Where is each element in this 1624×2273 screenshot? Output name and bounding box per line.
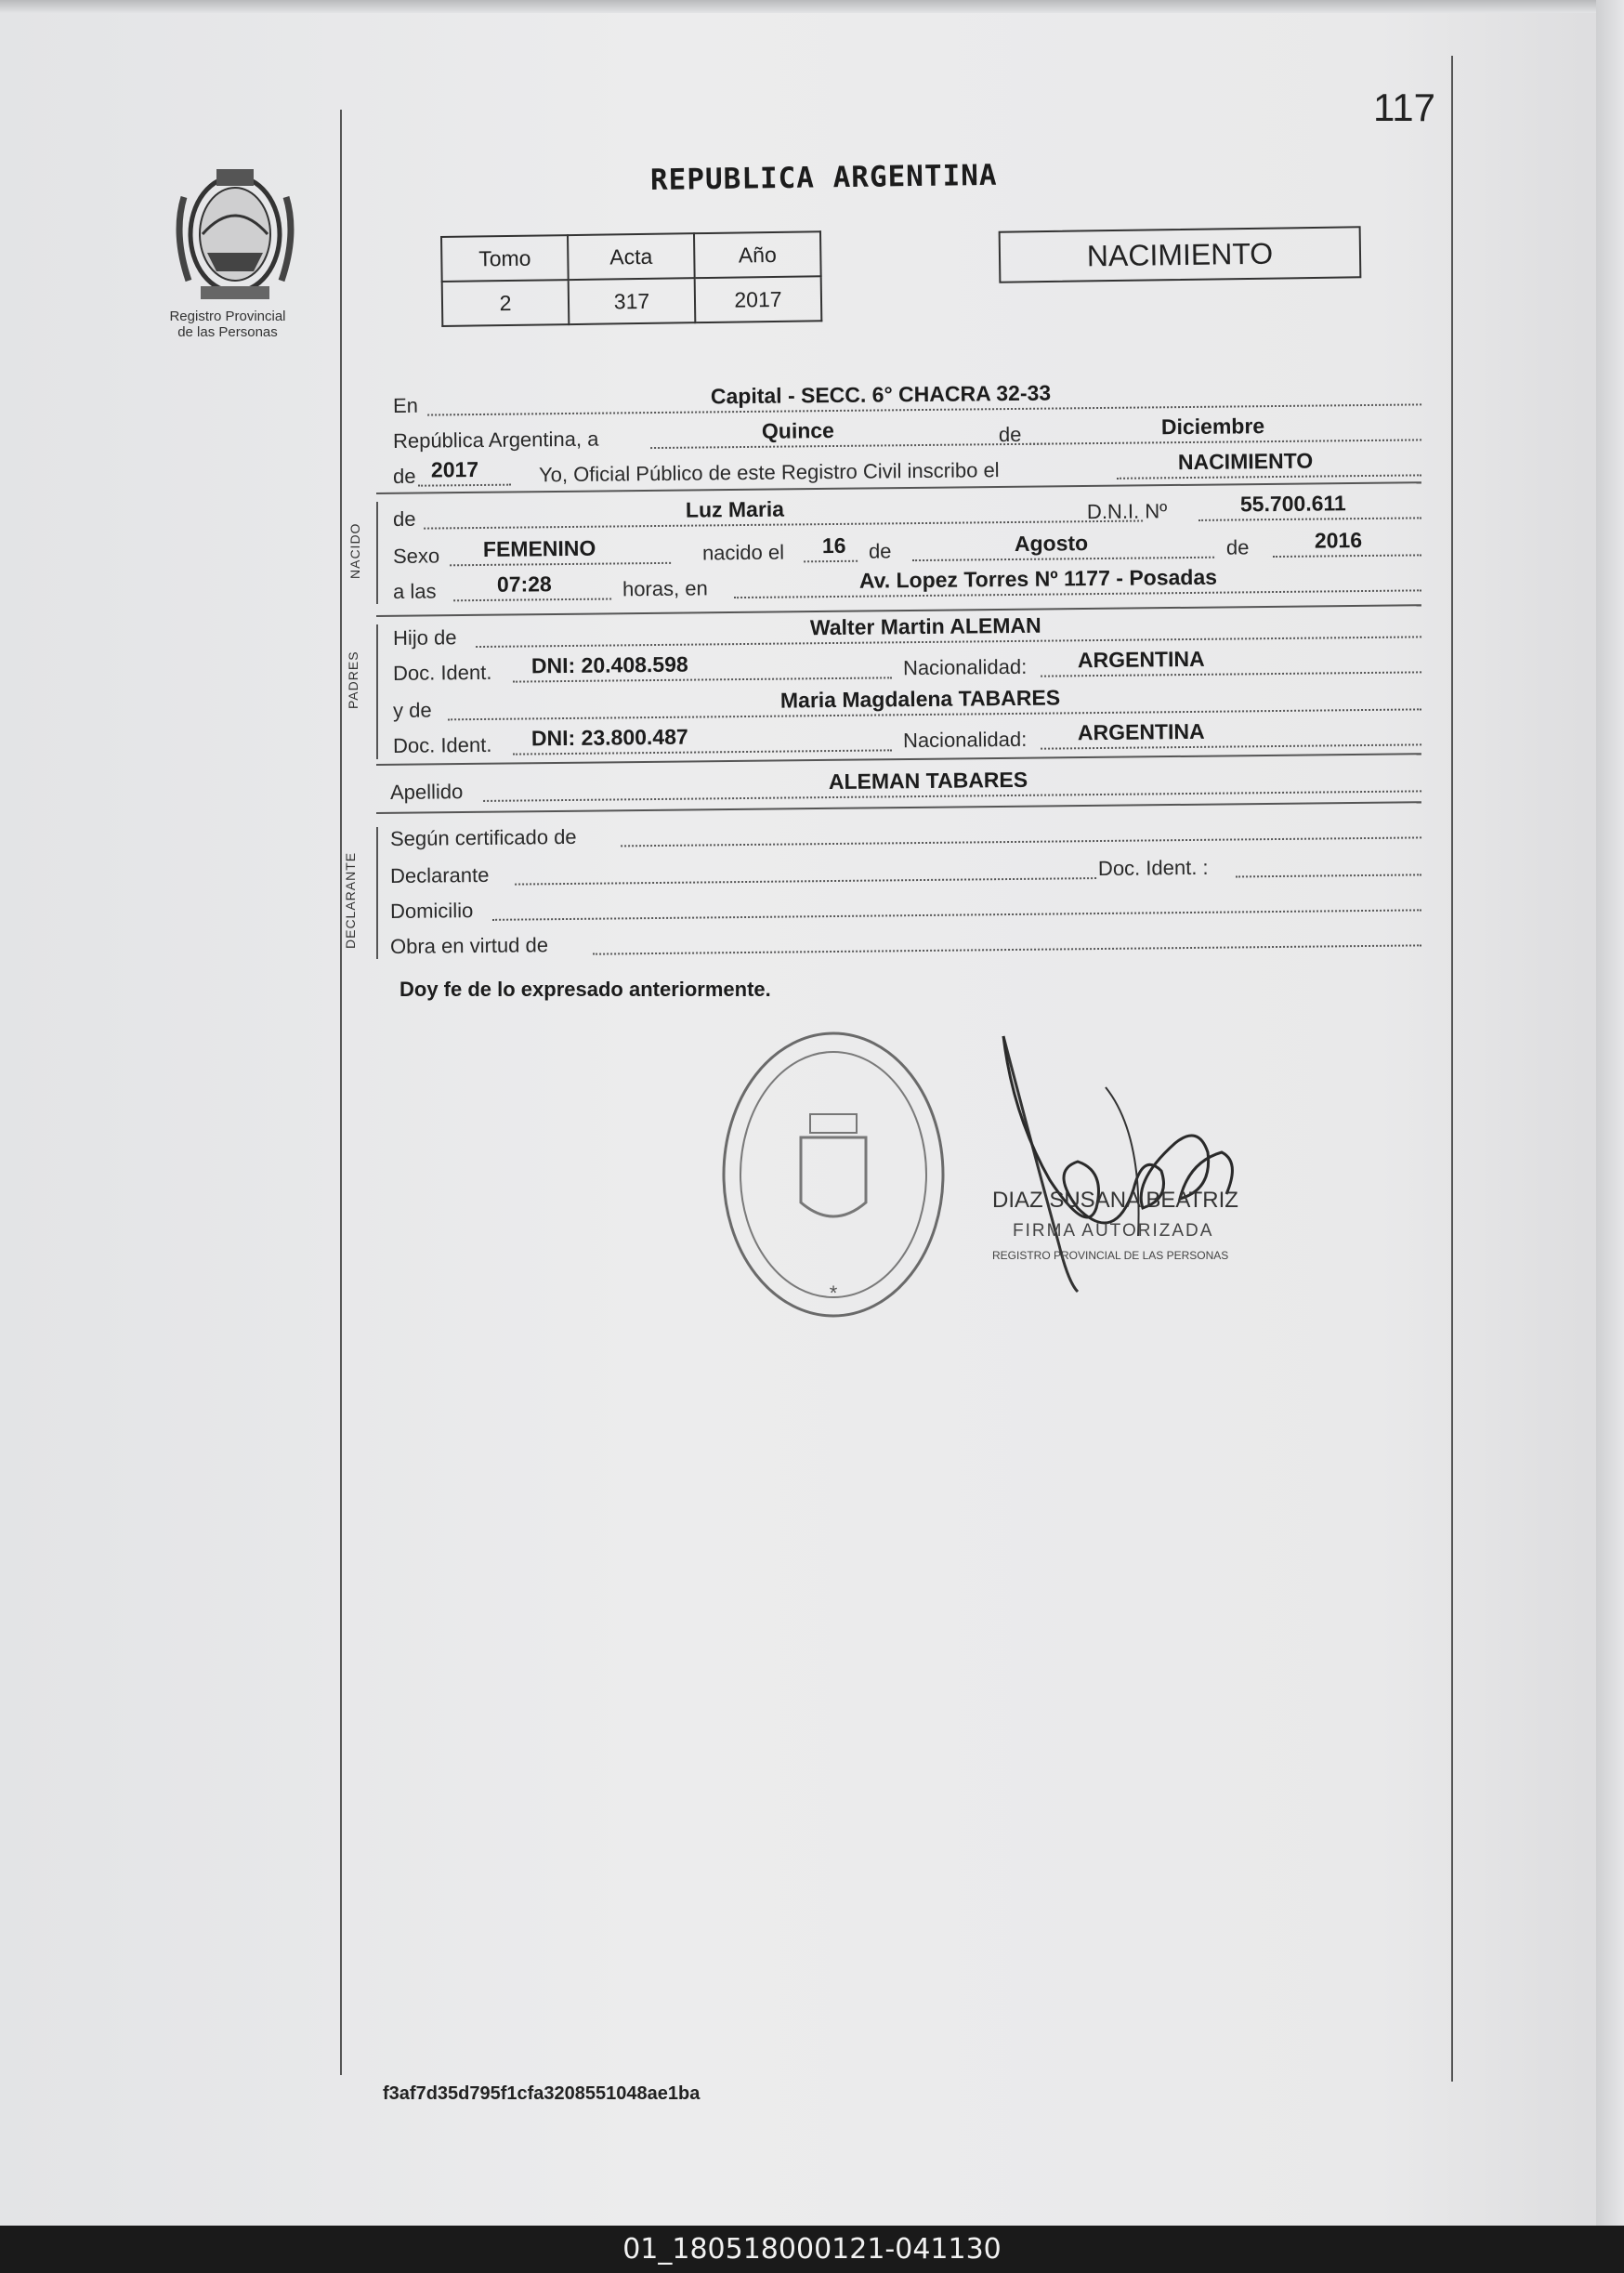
register-table <box>440 230 822 327</box>
svg-text:*: * <box>829 1281 838 1305</box>
apellido-value: ALEMAN TABARES <box>828 767 1028 795</box>
dni-label: D.N.I. Nº <box>1086 499 1168 524</box>
left-margin-line <box>340 110 342 2075</box>
birth-place: Av. Lopez Torres Nº 1177 - Posadas <box>858 564 1218 593</box>
hijo-label: Hijo de <box>392 625 457 650</box>
inscribo-dots <box>1117 474 1421 479</box>
month-dots <box>1029 439 1421 444</box>
coat-of-arms-icon <box>165 160 305 309</box>
tomo-value: 2 <box>442 280 570 326</box>
registry-label <box>149 309 307 340</box>
republica-label: República Argentina, a <box>392 427 599 453</box>
declarante-label: Declarante <box>389 862 490 887</box>
doc-type-box: NACIMIENTO <box>999 226 1362 282</box>
declarante-doc-dots <box>1236 874 1421 877</box>
horas-label: horas, en <box>622 576 708 601</box>
nacido-el-label: nacido el <box>701 540 785 565</box>
anio-header: Año <box>694 231 821 278</box>
birth-time: 07:28 <box>496 572 552 597</box>
dni-value: 55.700.611 <box>1239 491 1346 517</box>
declarante-doc-label: Doc. Ident. : <box>1097 855 1209 881</box>
alas-label: a las <box>392 579 437 603</box>
declarante-side-label: DECLARANTE <box>343 851 358 949</box>
day-dots <box>650 443 1050 450</box>
father-doc: DNI: 20.408.598 <box>530 651 688 678</box>
page-number: 117 <box>1373 85 1435 129</box>
anio-value: 2017 <box>695 276 822 322</box>
mother-doc: DNI: 23.800.487 <box>530 724 688 751</box>
year-value: 2017 <box>430 457 479 482</box>
document-title: REPUBLICA ARGENTINA <box>649 158 998 197</box>
de-label-2: de <box>868 539 892 563</box>
nacido-de-label: de <box>392 506 416 531</box>
birth-day: 16 <box>821 532 846 558</box>
acta-header: Acta <box>568 233 695 280</box>
declarante-bracket <box>376 827 378 959</box>
child-name: Luz Maria <box>685 496 785 522</box>
father-nationality: ARGENTINA <box>1077 646 1205 673</box>
sexo-label: Sexo <box>392 544 440 568</box>
time-dots <box>453 598 611 602</box>
tomo-header: Tomo <box>441 235 569 282</box>
padres-bracket <box>376 624 378 759</box>
signer-registry: REGISTRO PROVINCIAL DE LAS PERSONAS <box>992 1249 1229 1262</box>
en-label: En <box>392 393 419 417</box>
document-hash: f3af7d35d795f1cfa3208551048ae1ba <box>383 2083 701 2104</box>
acta-value: 317 <box>569 278 696 324</box>
certificado-label: Según certificado de <box>389 824 577 850</box>
birth-year-dots <box>1273 554 1421 558</box>
sexo-value: FEMENINO <box>482 535 596 561</box>
day-value: Quince <box>761 417 835 443</box>
sexo-dots <box>450 562 671 566</box>
register-value-row <box>442 276 822 326</box>
mother-doc-label: Doc. Ident. <box>392 732 492 757</box>
birth-year: 2016 <box>1314 528 1363 553</box>
closing-statement: Doy fe de lo expresado anteriormente. <box>399 978 771 1001</box>
mother-nat-label: Nacionalidad: <box>902 727 1028 753</box>
month-value: Diciembre <box>1160 414 1265 440</box>
inscribo-value: NACIMIENTO <box>1177 448 1314 475</box>
nacido-bracket <box>376 502 378 604</box>
mother-nationality: ARGENTINA <box>1077 718 1205 745</box>
domicilio-label: Domicilio <box>389 899 474 923</box>
birth-month: Agosto <box>1014 531 1089 556</box>
en-value: Capital - SECC. 6° CHACRA 32-33 <box>710 380 1052 409</box>
apellido-label: Apellido <box>389 780 464 804</box>
nacido-side-label: NACIDO <box>347 522 362 579</box>
obra-label: Obra en virtud de <box>389 933 549 958</box>
signer-role: FIRMA AUTORIZADA <box>1013 1221 1214 1241</box>
dni-dots <box>1198 517 1421 521</box>
year-dots <box>418 484 511 487</box>
father-name: Walter Martin ALEMAN <box>809 612 1041 640</box>
footer-filename: 01_180518000121-041130 <box>0 2226 1624 2273</box>
yde-label: y de <box>392 698 432 722</box>
day-dots-2 <box>804 560 858 563</box>
father-nat-label: Nacionalidad: <box>902 654 1028 680</box>
birth-month-dots <box>912 557 1214 561</box>
de2-label: de <box>392 464 416 488</box>
register-header-row <box>441 231 821 282</box>
official-seal-icon <box>717 1026 950 1323</box>
right-margin-line <box>1451 56 1453 2082</box>
mother-name: Maria Magdalena TABARES <box>779 685 1061 713</box>
father-doc-label: Doc. Ident. <box>392 660 492 685</box>
padres-side-label: PADRES <box>346 650 360 709</box>
registry-label-line2: de las Personas <box>177 324 278 340</box>
de-label-3: de <box>1225 535 1250 559</box>
oficial-text: Yo, Oficial Público de este Registro Civil inscribo el <box>538 458 1000 487</box>
signer-name: DIAZ SUSANA BEATRIZ <box>992 1188 1238 1213</box>
de-label: de <box>998 422 1022 447</box>
signature-icon <box>976 1031 1254 1310</box>
registry-label-line1: Registro Provincial <box>169 309 286 324</box>
page-edge <box>1596 0 1624 2226</box>
page-shadow <box>0 0 1624 13</box>
